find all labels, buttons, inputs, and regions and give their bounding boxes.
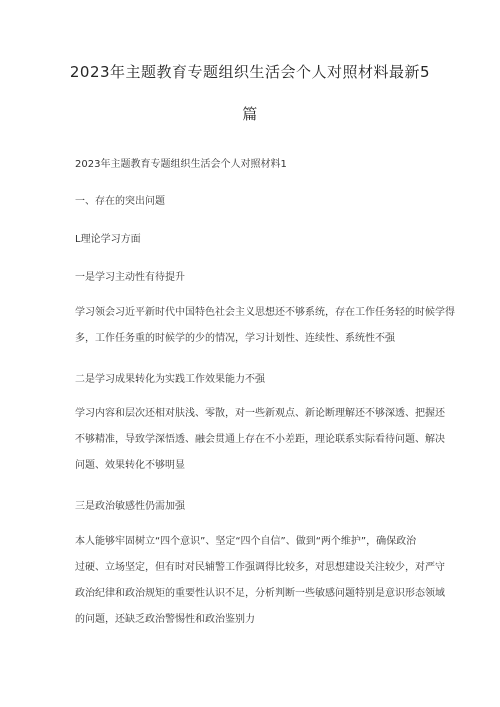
document-title-line-2: 篇 xyxy=(242,105,258,123)
paragraph-line: 政治纪律和政治规矩的重要性认识不足，分析判断一些敏感问题特别是意识形态领域 xyxy=(75,588,445,599)
item1-paragraph xyxy=(75,300,455,352)
document-subtitle: 2023年主题教育专题组织生活会个人对照材料1 xyxy=(75,159,287,170)
paragraph-line: 不够精准，导致学深悟透、融会贯通上存在不小差距，理论联系实际看待问题、解决 xyxy=(75,434,445,445)
item2-paragraph xyxy=(75,401,445,479)
item3-paragraph xyxy=(75,529,445,633)
paragraph-line: 过硬、立场坚定，但有时对民辅警工作强调得比较多，对思想建设关注较少，对严守 xyxy=(75,562,445,573)
paragraph-line: 的问题，还缺乏政治警惕性和政治鉴别力 xyxy=(75,614,255,625)
section-heading: 一、存在的突出问题 xyxy=(75,196,165,207)
item2-heading: 二是学习成果转化为实践工作效果能力不强 xyxy=(75,374,265,385)
paragraph-line: 学习领会习近平新时代中国特色社会主义思想还不够系统，存在工作任务轻的时候学得 xyxy=(75,307,455,318)
document-title-line-1: 2023年主题教育专题组织生活会个人对照材料最新5 xyxy=(69,63,431,81)
subsection-heading: L理论学习方面 xyxy=(75,234,141,245)
paragraph-line: 多，工作任务重的时候学的少的情况，学习计划性、连续性、系统性不强 xyxy=(75,333,395,344)
paragraph-line: 学习内容和层次还相对肤浅、零散，对一些新观点、新论断理解还不够深透、把握还 xyxy=(75,408,445,419)
paragraph-line: 问题、效果转化不够明显 xyxy=(75,460,185,471)
item3-heading: 三是政治敏感性仍需加强 xyxy=(75,501,185,512)
paragraph-line: 本人能够牢固树立“四个意识”、坚定“四个自信”、做到“两个维护”，确保政治 xyxy=(75,536,417,547)
item1-heading: 一是学习主动性有待提升 xyxy=(75,272,185,283)
